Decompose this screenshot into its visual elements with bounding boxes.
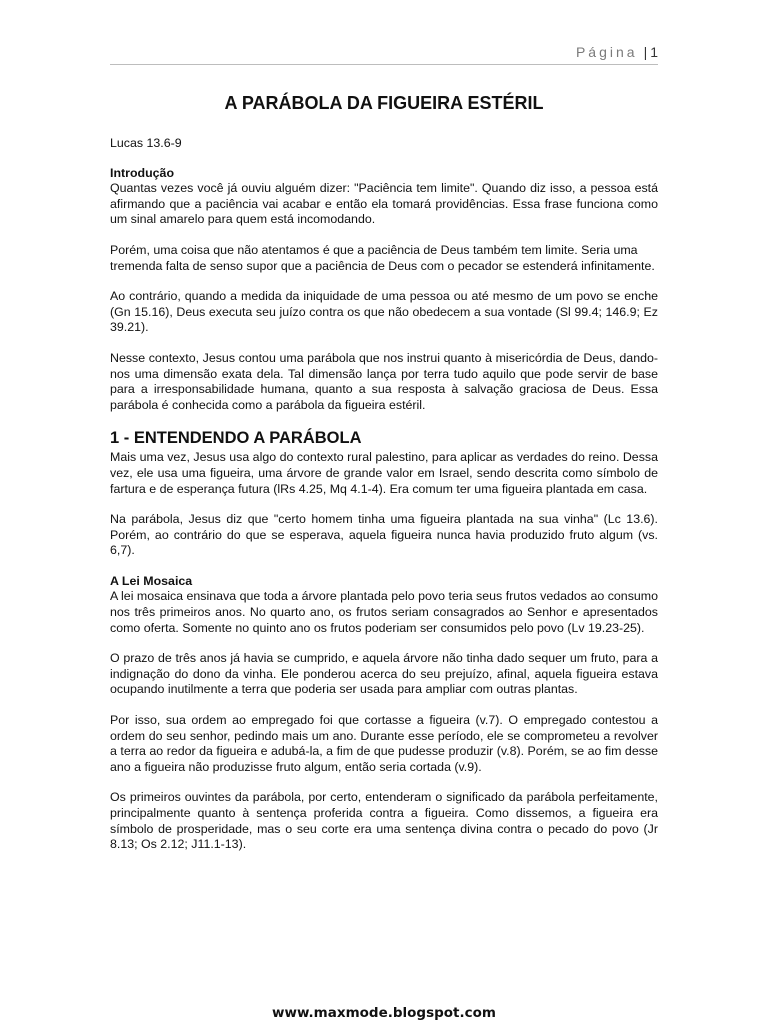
page-separator: | [643, 44, 648, 60]
section-heading: 1 - ENTENDENDO A PARÁBOLA [110, 429, 362, 448]
header-divider [110, 64, 658, 65]
subsection-paragraph: Os primeiros ouvintes da parábola, por certo, entenderam o significado da parábola perfeitamente, principalmente quanto à sentença proferida contra a figueira. Como dissemos, a figueira era símbolo de prosperidade, mas o seu corte era uma sentença divina contra o pecado do povo (Jr 8.13; Os 2.12; J11.1-13). [110, 790, 658, 852]
subsection-heading: A Lei Mosaica [110, 573, 193, 588]
section-paragraph: Na parábola, Jesus diz que "certo homem tinha uma figueira plantada na sua vinha" (Lc 13.6). Porém, ao contrário do que se esperava, aquela figueira nunca havia produzido fruto algum (vs. 6,7). [110, 512, 658, 558]
intro-paragraph: Ao contrário, quando a medida da iniquidade de uma pessoa ou até mesmo de um povo se enche (Gn 15.16), Deus executa seu juízo contra os que não obedecem a sua vontade (Sl 99.4; 146.9; Ez 39.21). [110, 289, 658, 335]
page-label: Página [575, 44, 638, 60]
document-body [110, 92, 658, 868]
intro-heading: Introdução [110, 165, 175, 180]
subsection-paragraph: O prazo de três anos já havia se cumprido, e aquela árvore não tinha dado sequer um fruto, para a indignação do dono da vinha. Ele ponderou acerca do seu prejuízo, afinal, aquela figueira estava ocupando inutilmente a terra que poderia ser usada para ampliar com outras plantas. [110, 651, 658, 697]
document-title: A PARÁBOLA DA FIGUEIRA ESTÉRIL [224, 93, 544, 113]
intro-paragraph: Porém, uma coisa que não atentamos é que a paciência de Deus também tem limite. Seria uma tremenda falta de senso supor que a paciência de Deus com o pecador se estenderá infinitamente. [110, 242, 655, 273]
page-number: 1 [650, 44, 658, 60]
subsection-paragraph: Por isso, sua ordem ao empregado foi que cortasse a figueira (v.7). O empregado contestou a ordem do seu senhor, pedindo mais um ano. Durante esse período, ele se comprometeu a revolver a terra ao redor da figueira e adubá-la, a fim de que pudesse produzir (v.8). Porém, se ao fim desse ano a figueira não produzisse fruto algum, então seria cortada (v.9). [110, 713, 658, 774]
page-header [576, 44, 658, 60]
section-paragraph: Mais uma vez, Jesus usa algo do contexto rural palestino, para aplicar as verdades do reino. Dessa vez, ele usa uma figueira, uma árvore de grande valor em Israel, sendo descrita como símbolo de fartura e de esperança futura (lRs 4.25, Mq 4.1-4). Era comum ter uma figueira plantada em casa. [110, 450, 658, 496]
footer-website: www.maxmode.blogspot.com [272, 1005, 496, 1021]
bible-reference: Lucas 13.6-9 [110, 136, 182, 150]
intro-paragraph: Nesse contexto, Jesus contou uma parábola que nos instrui quanto à misericórdia de Deus, dando-nos uma dimensão exata dela. Tal dimensão lança por terra tudo aquilo que pode servir de base para a irresponsabilidade humana, quanto a sua resposta à salvação graciosa de Deus. Essa parábola é conhecida como a parábola da figueira estéril. [110, 350, 658, 412]
intro-paragraph: Quantas vezes você já ouviu alguém dizer: "Paciência tem limite". Quando diz isso, a pessoa está afirmando que a paciência vai acabar e então ela tomará providências. Essa frase funciona como um sinal amarelo para quem está incomodando. [110, 181, 658, 227]
subsection-paragraph: A lei mosaica ensinava que toda a árvore plantada pelo povo teria seus frutos vedados ao consumo nos três primeiros anos. No quarto ano, os frutos seriam consagrados ao Senhor e apresentados como oferta. Somente no quinto ano os frutos poderiam ser consumidos pelo povo (Lv 19.23-25). [110, 589, 658, 635]
